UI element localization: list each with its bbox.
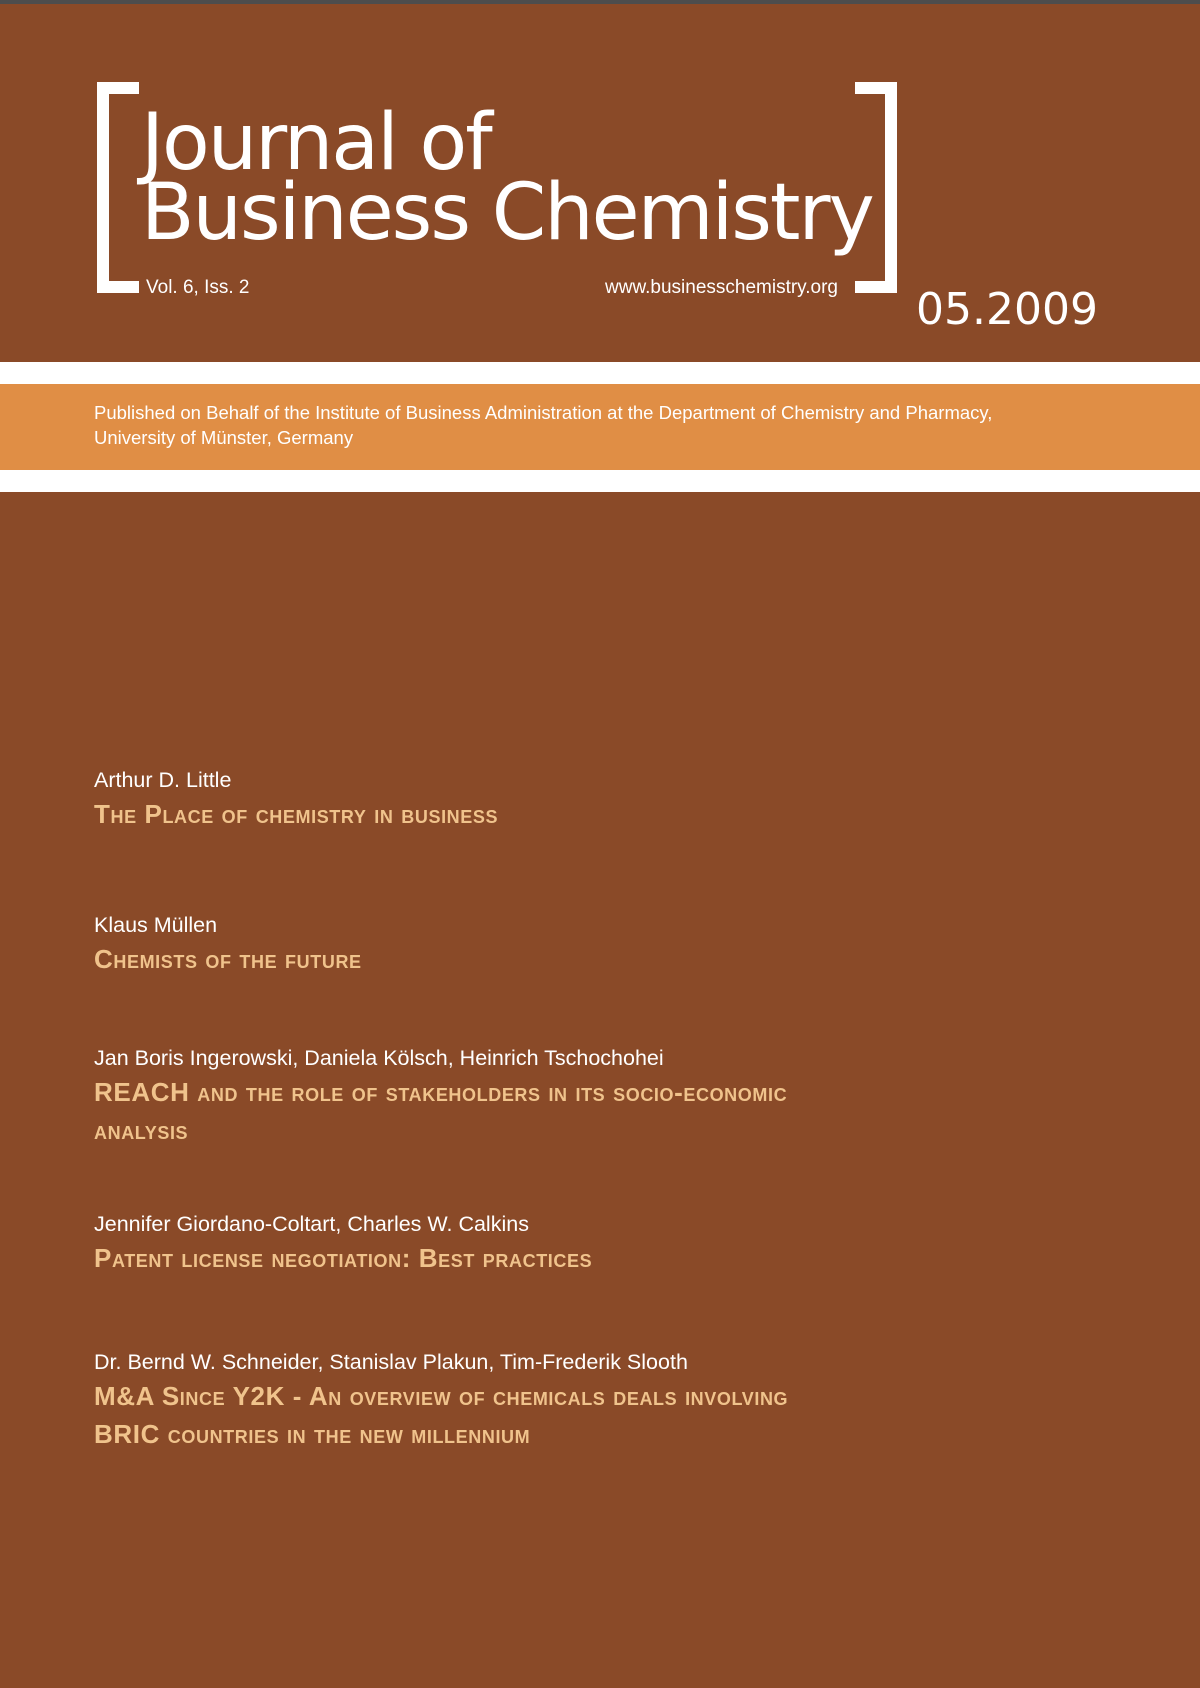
publisher-note-line-2: University of Münster, Germany — [94, 427, 354, 448]
article-authors: Jan Boris Ingerowski, Daniela Kölsch, Heinrich Tschochohei — [94, 1046, 664, 1070]
article-title-line: BRIC countries in the new millennium — [94, 1419, 531, 1449]
article-title-line: The Place of chemistry in business — [94, 799, 499, 829]
article-title-line: M&A Since Y2K - An overview of chemicals deals involving — [94, 1381, 789, 1411]
article-entry — [94, 765, 1104, 833]
publisher-note — [94, 400, 1174, 450]
journal-title — [141, 98, 873, 258]
article-authors: Dr. Bernd W. Schneider, Stanislav Plakun, Tim-Frederik Slooth — [94, 1350, 688, 1374]
journal-title-line-2: Business Chemistry — [141, 168, 873, 258]
article-title — [94, 940, 1104, 978]
top-edge-divider — [0, 0, 1200, 4]
article-entry — [94, 1209, 1104, 1277]
article-authors: Arthur D. Little — [94, 768, 232, 792]
article-entry — [94, 1043, 1104, 1149]
article-entry — [94, 910, 1104, 978]
left-bracket-graphic — [97, 82, 139, 293]
white-divider-top — [0, 362, 1200, 384]
article-title — [94, 795, 1104, 833]
white-divider-bottom — [0, 470, 1200, 492]
article-authors: Jennifer Giordano-Coltart, Charles W. Calkins — [94, 1212, 529, 1236]
article-title-line: REACH and the role of stakeholders in its socio-economic — [94, 1077, 788, 1107]
website-url: www.businesschemistry.org — [605, 277, 839, 298]
publisher-note-line-1: Published on Behalf of the Institute of Business Administration at the Department of Chemistry and Pharmacy, — [94, 402, 993, 423]
article-title — [94, 1073, 1104, 1149]
issue-date: 05.2009 — [916, 284, 1098, 335]
volume-issue: Vol. 6, Iss. 2 — [146, 277, 250, 298]
journal-title-line-1: Journal of — [141, 98, 491, 188]
article-entry — [94, 1347, 1104, 1453]
article-title — [94, 1377, 1104, 1453]
article-authors: Klaus Müllen — [94, 913, 218, 937]
article-title-line: Chemists of the future — [94, 944, 362, 974]
article-title-line: Patent license negotiation: Best practices — [94, 1243, 593, 1273]
article-title — [94, 1239, 1104, 1277]
article-title-line: analysis — [94, 1115, 189, 1145]
